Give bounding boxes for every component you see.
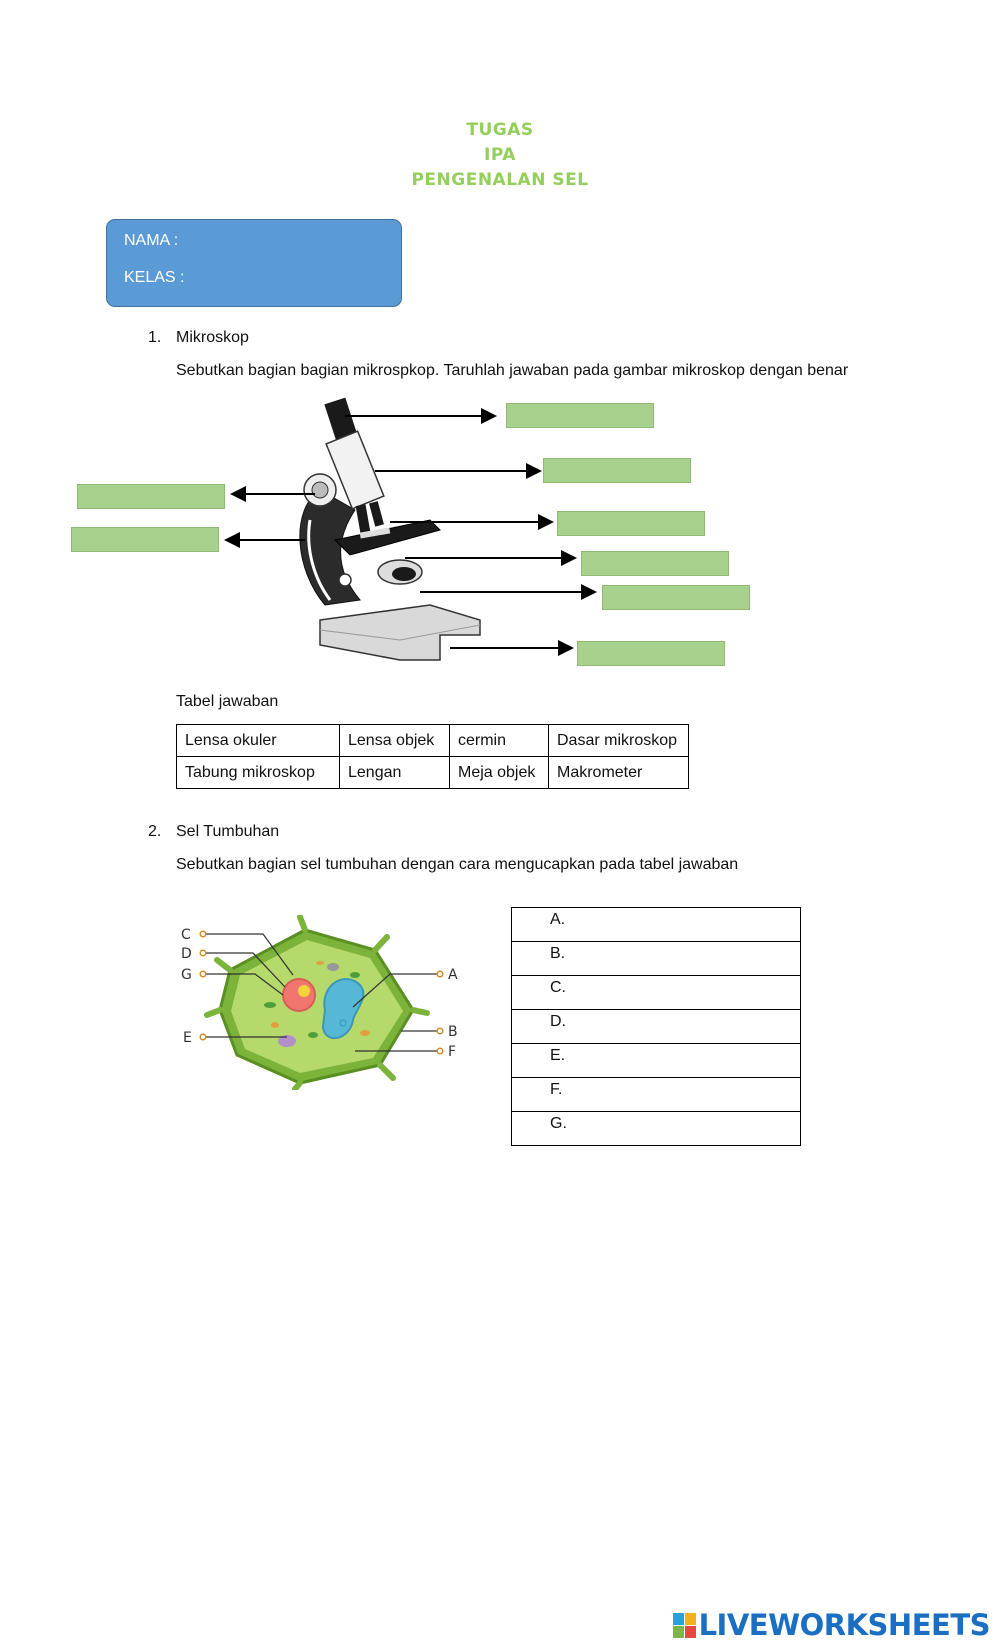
microscope-answer-table [176, 724, 689, 789]
answer-box-8[interactable] [71, 527, 219, 552]
title-line-1: TUGAS [466, 120, 534, 140]
liveworksheets-logo[interactable] [673, 1609, 990, 1641]
answer-row-f[interactable]: F. [512, 1078, 801, 1112]
name-label: NAMA : [124, 232, 179, 249]
answer-box-7[interactable] [77, 484, 225, 509]
answer-box-3[interactable] [557, 511, 705, 536]
table-cell: cermin [450, 725, 549, 757]
cell-label-f: F [448, 1044, 457, 1060]
answer-box-2[interactable] [543, 458, 691, 483]
brand-name: LIVEWORKSHEETS [698, 1608, 990, 1642]
answer-row-g[interactable]: G. [512, 1112, 801, 1146]
cell-label-c: C [181, 927, 191, 943]
title-line-2: IPA [484, 145, 516, 165]
question-1-instruction: Sebutkan bagian bagian mikrospkop. Taruhlah jawaban pada gambar mikroskop dengan benar [176, 362, 849, 379]
question-1-number: 1. [148, 329, 162, 346]
question-1-heading: Mikroskop [176, 329, 249, 346]
question-2-instruction: Sebutkan bagian sel tumbuhan dengan cara mengucapkan pada tabel jawaban [176, 856, 739, 873]
table-row[interactable] [512, 942, 801, 976]
cell-answer-table [511, 907, 801, 1146]
table-row[interactable] [512, 1078, 801, 1112]
answer-row-a[interactable]: A. [512, 908, 801, 942]
table-row[interactable] [512, 908, 801, 942]
table-row[interactable] [512, 1044, 801, 1078]
table-cell: Lensa objek [340, 725, 450, 757]
question-2-number: 2. [148, 823, 162, 840]
cell-label-e: E [183, 1030, 192, 1046]
answer-box-4[interactable] [581, 551, 729, 576]
cell-label-a: A [448, 967, 458, 983]
cell-label-d: D [181, 946, 192, 962]
title-line-3: PENGENALAN SEL [411, 170, 589, 190]
table-cell: Dasar mikroskop [549, 725, 689, 757]
cell-label-g: G [181, 967, 192, 983]
table-cell: Tabung mikroskop [177, 757, 340, 789]
table-cell: Makrometer [549, 757, 689, 789]
answer-row-e[interactable]: E. [512, 1044, 801, 1078]
question-2-heading: Sel Tumbuhan [176, 823, 280, 840]
table-row[interactable] [512, 1010, 801, 1044]
answer-row-b[interactable]: B. [512, 942, 801, 976]
table-cell: Lengan [340, 757, 450, 789]
answer-row-d[interactable]: D. [512, 1010, 801, 1044]
logo-blocks-icon [673, 1613, 696, 1638]
answer-table-label: Tabel jawaban [176, 693, 279, 710]
answer-box-5[interactable] [602, 585, 750, 610]
table-cell: Lensa okuler [177, 725, 340, 757]
table-row [177, 725, 689, 757]
answer-box-1[interactable] [506, 403, 654, 428]
table-cell: Meja objek [450, 757, 549, 789]
cell-label-b: B [448, 1024, 458, 1040]
answer-box-6[interactable] [577, 641, 725, 666]
plant-cell-diagram [175, 915, 475, 1090]
answer-row-c[interactable]: C. [512, 976, 801, 1010]
microscope-arrows [0, 0, 1000, 700]
table-row [177, 757, 689, 789]
table-row[interactable] [512, 1112, 801, 1146]
table-row[interactable] [512, 976, 801, 1010]
class-label: KELAS : [124, 269, 185, 286]
nucleus [283, 979, 315, 1011]
